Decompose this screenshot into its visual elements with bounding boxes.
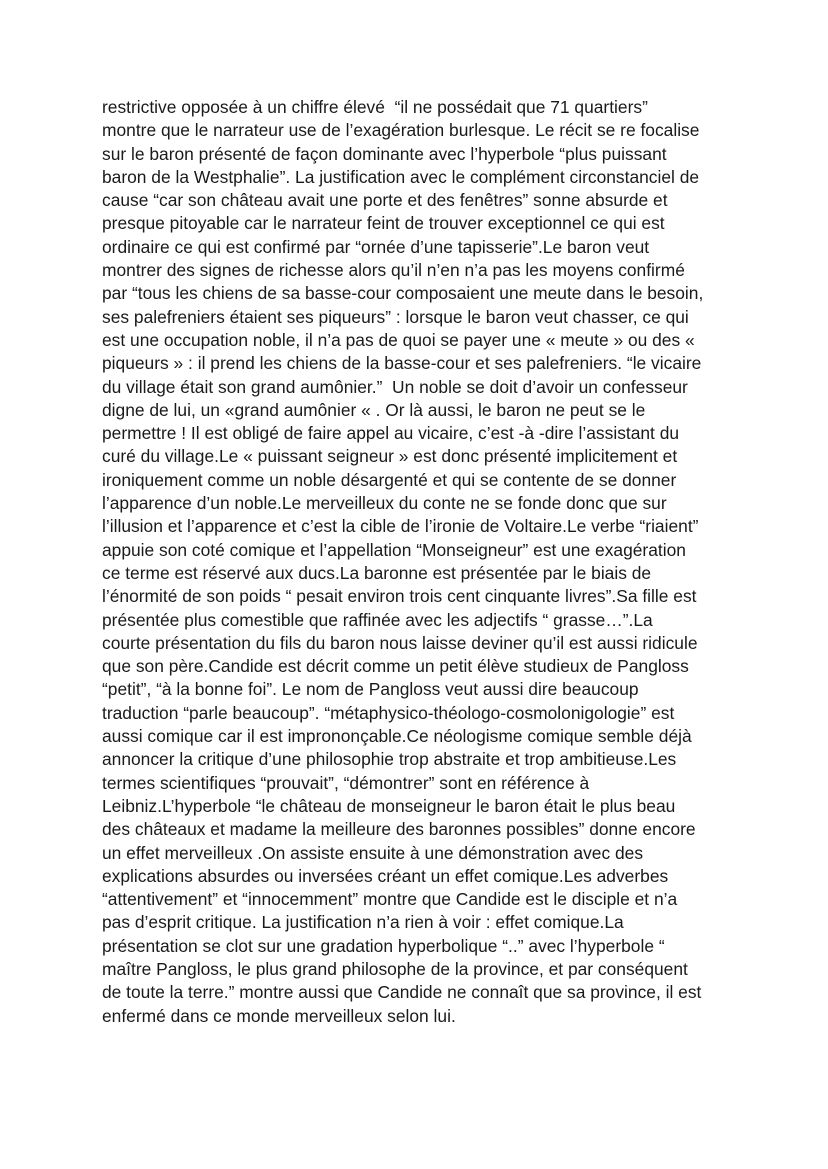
text-line: “attentivement” et “innocemment” montre que Candide est le disciple et n’a: [102, 889, 678, 910]
text-line: un effet merveilleux .On assiste ensuite à une démonstration avec des: [102, 842, 644, 863]
text-line: par “tous les chiens de sa basse-cour composaient une meute dans le besoin,: [102, 283, 704, 304]
text-line: des châteaux et madame la meilleure des baronnes possibles” donne encore: [102, 819, 696, 840]
text-line: ses palefreniers étaient ses piqueurs” : lorsque le baron veut chasser, ce qui: [102, 306, 689, 327]
text-line: “petit”, “à la bonne foi”. Le nom de Pangloss veut aussi dire beaucoup: [102, 679, 639, 700]
text-line: termes scientifiques “prouvait”, “démontrer” sont en référence à: [102, 772, 590, 793]
text-line: aussi comique car il est imprononçable.Ce néologisme comique semble déjà: [102, 726, 692, 747]
text-line: enfermé dans ce monde merveilleux selon lui.: [102, 1005, 456, 1026]
text-line: est une occupation noble, il n’a pas de quoi se payer une « meute » ou des «: [102, 329, 695, 350]
text-line: curé du village.Le « puissant seigneur » est donc présenté implicitement et: [102, 446, 678, 467]
text-line: du village était son grand aumônier.” Un noble se doit d’avoir un confesseur: [102, 376, 688, 397]
text-line: présentation se clot sur une gradation hyperbolique “..” avec l’hyperbole “: [102, 935, 665, 956]
text-line: que son père.Candide est décrit comme un petit élève studieux de Pangloss: [102, 656, 689, 677]
text-line: ironiquement comme un noble désargenté et qui se contente de se donner: [102, 469, 677, 490]
text-line: piqueurs » : il prend les chiens de la basse-cour et ses palefreniers. “le vicaire: [102, 353, 702, 374]
text-line: présentée plus comestible que raffinée avec les adjectifs “ grasse…”.La: [102, 609, 653, 630]
text-line: explications absurdes ou inversées créant un effet comique.Les adverbes: [102, 865, 669, 886]
text-line: ce terme est réservé aux ducs.La baronne est présentée par le biais de: [102, 562, 652, 583]
body-paragraph: [102, 96, 742, 1028]
text-line: de toute la terre.” montre aussi que Candide ne connaît que sa province, il est: [102, 982, 702, 1003]
text-line: ordinaire ce qui est confirmé par “ornée d’une tapisserie”.Le baron veut: [102, 236, 650, 257]
text-line: l’énormité de son poids “ pesait environ trois cent cinquante livres”.Sa fille est: [102, 586, 697, 607]
text-line: courte présentation du fils du baron nous laisse deviner qu’il est aussi ridicule: [102, 632, 698, 653]
text-line: sur le baron présenté de façon dominante avec l’hyperbole “plus puissant: [102, 143, 667, 164]
text-line: restrictive opposée à un chiffre élevé “il ne possédait que 71 quartiers”: [102, 97, 648, 117]
text-line: l’apparence d’un noble.Le merveilleux du conte ne se fonde donc que sur: [102, 493, 667, 514]
text-line: cause “car son château avait une porte et des fenêtres” sonne absurde et: [102, 190, 668, 211]
text-line: l’illusion et l’apparence et c’est la cible de l’ironie de Voltaire.Le verbe “riaient”: [102, 516, 699, 537]
text-line: traduction “parle beaucoup”. “métaphysico-théologo-cosmolonigologie” est: [102, 702, 675, 723]
text-line: maître Pangloss, le plus grand philosophe de la province, et par conséquent: [102, 958, 688, 979]
text-line: permettre ! Il est obligé de faire appel au vicaire, c’est -à -dire l’assistant du: [102, 423, 680, 444]
text-line: annoncer la critique d’une philosophie trop abstraite et trop ambitieuse.Les: [102, 749, 677, 770]
text-line: montrer des signes de richesse alors qu’il n’en n’a pas les moyens confirmé: [102, 260, 685, 281]
text-line: baron de la Westphalie”. La justification avec le complément circonstanciel de: [102, 166, 700, 187]
text-line: Leibniz.L’hyperbole “le château de monseigneur le baron était le plus beau: [102, 795, 676, 816]
text-line: montre que le narrateur use de l’exagération burlesque. Le récit se re focalise: [102, 120, 700, 141]
text-line: presque pitoyable car le narrateur feint de trouver exceptionnel ce qui est: [102, 213, 665, 234]
text-line: appuie son coté comique et l’appellation “Monseigneur” est une exagération: [102, 539, 686, 560]
text-line: pas d’esprit critique. La justification n’a rien à voir : effet comique.La: [102, 912, 624, 933]
text-line: digne de lui, un «grand aumônier « . Or là aussi, le baron ne peut se le: [102, 399, 646, 420]
